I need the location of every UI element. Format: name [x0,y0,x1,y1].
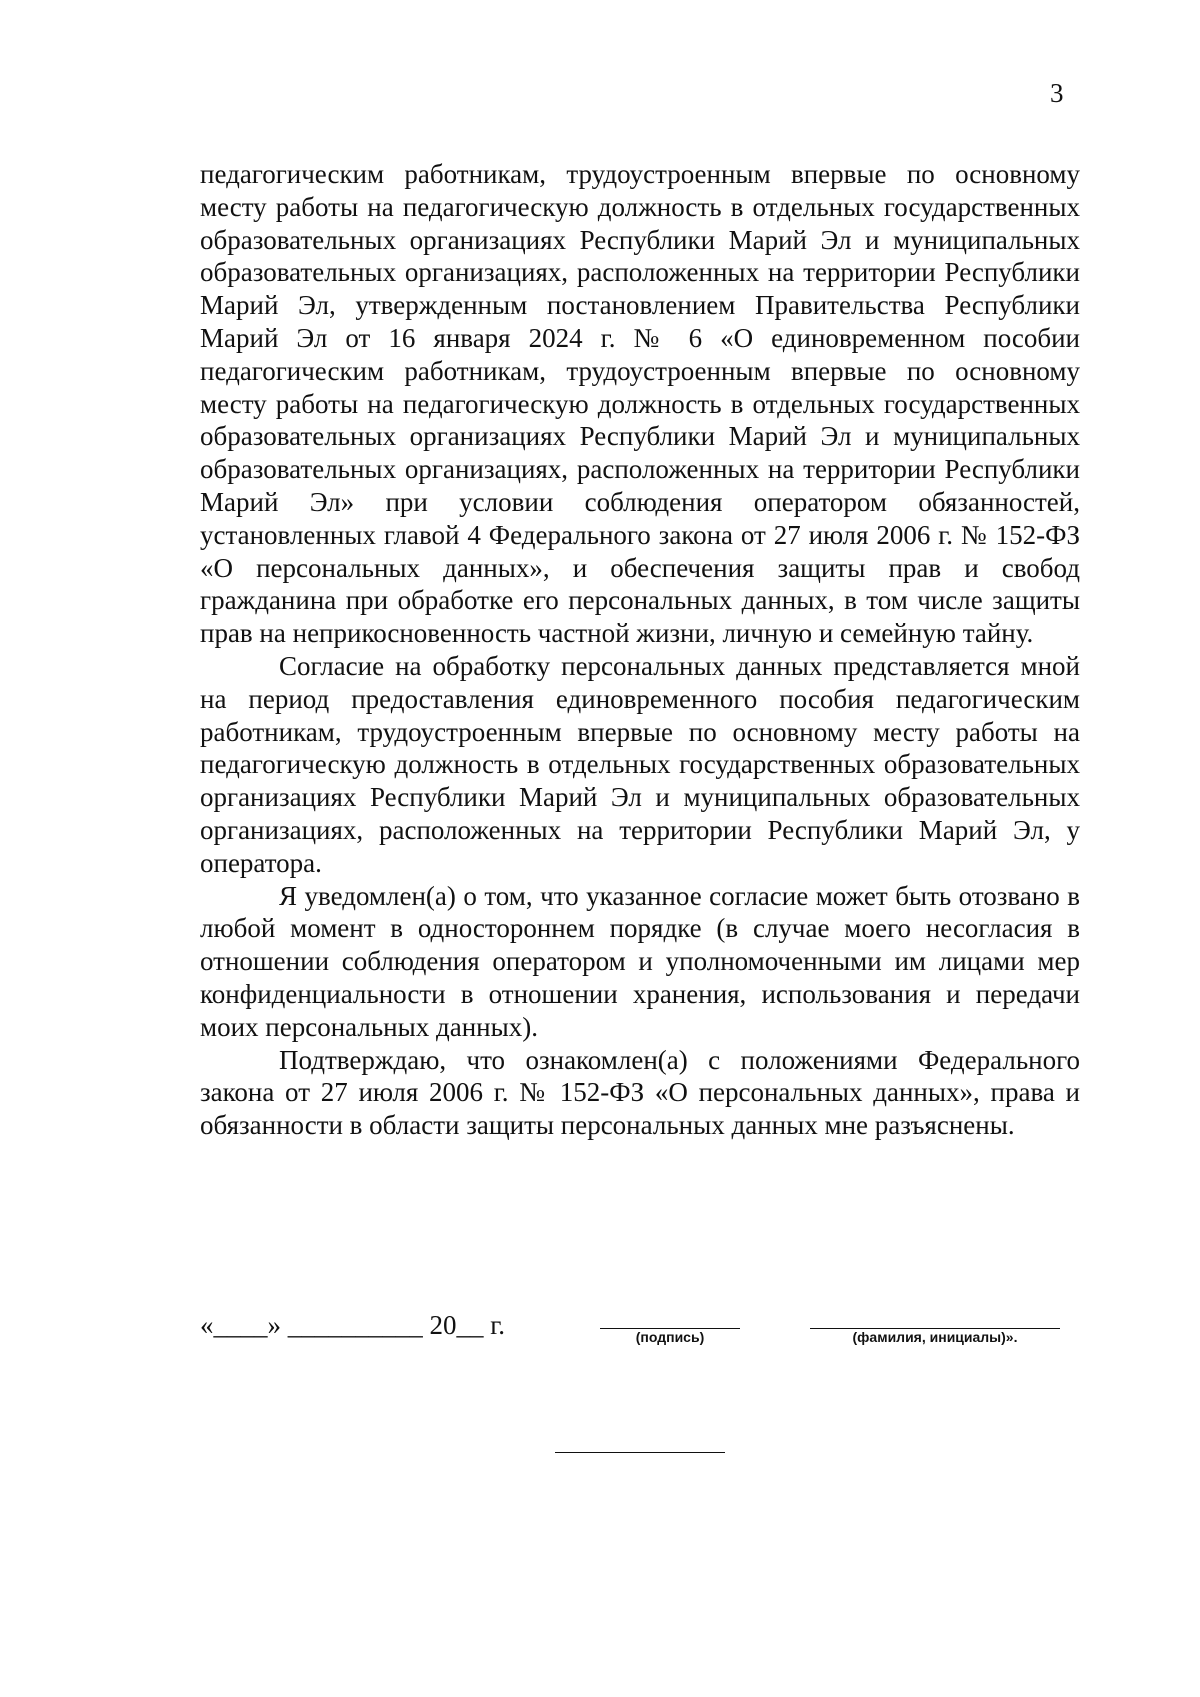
paragraph-1: педагогическим работникам, трудоустроенным впервые по основному месту работы на педагогическую должность в отдельных государственных образовательных организациях Республики Марий Эл и муниципальных образовательных организациях, расположенных на территории Республики Марий Эл, утвержденным постановлением Правительства Республики Марий Эл от 16 января 2024 г. № 6 «О единовременном пособии педагогическим работникам, трудоустроенным впервые по основному месту работы на педагогическую должность в отдельных государственных образовательных организациях Республики Марий Эл и муниципальных образовательных организациях, расположенных на территории Республики Марий Эл» при условии соблюдения оператором обязанностей, установленных главой 4 Федерального закона от 27 июля 2006 г. № 152-ФЗ «О персональных данных», и обеспечения защиты прав и свобод гражданина при обработке его персональных данных, в том числе защиты прав на неприкосновенность частной жизни, личную и семейную тайну. [200,159,1080,649]
date-line: «____» __________ 20__ г. [200,1310,506,1340]
signature-row [0,1310,1200,1370]
paragraph-2: Согласие на обработку персональных данных представляется мной на период предоставления единовременного пособия педагогическим работникам, трудоустроенным впервые по основному месту работы на педагогическую должность в отдельных государственных образовательных организациях Республики Марий Эл и муниципальных образовательных организациях, расположенных на территории Республики Марий Эл, у оператора. [200,650,1080,878]
page-number: 3 [1050,78,1064,108]
paragraph-4: Подтверждаю, что ознакомлен(а) с положениями Федерального закона от 27 июля 2006 г. № 152-ФЗ «О персональных данных», права и обязанности в области защиты персональных данных мне разъяснены. [200,1044,1080,1141]
end-divider [555,1452,725,1453]
document-body [200,158,1080,1142]
signature-caption: (подпись) [600,1328,740,1345]
name-caption: (фамилия, инициалы)». [810,1328,1060,1345]
paragraph-3: Я уведомлен(а) о том, что указанное согласие может быть отозвано в любой момент в одностороннем порядке (в случае моего несогласия в отношении соблюдения оператором и уполномоченными им лицами мер конфиденциальности в отношении хранения, использования и передачи моих персональных данных). [200,880,1080,1042]
